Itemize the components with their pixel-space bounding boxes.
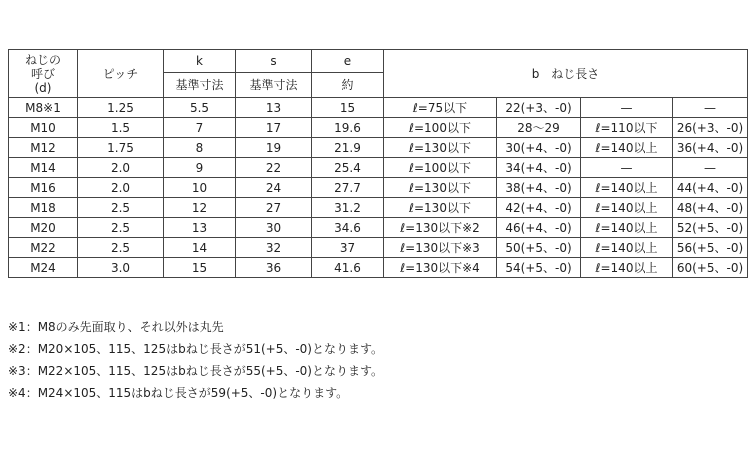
thread-size-header bbox=[9, 50, 78, 98]
b1-condition-cell: ℓ=130以下※3 bbox=[384, 238, 497, 258]
s-cell: 30 bbox=[236, 218, 312, 238]
b2-value-cell: 36(+4、-0) bbox=[673, 138, 748, 158]
b2-value-cell: 52(+5、-0) bbox=[673, 218, 748, 238]
k-header: k bbox=[164, 50, 236, 73]
thread-cell: M8※1 bbox=[9, 98, 78, 118]
b2-value-cell: — bbox=[673, 158, 748, 178]
pitch-cell: 2.0 bbox=[78, 158, 164, 178]
s-cell: 13 bbox=[236, 98, 312, 118]
k-cell: 7 bbox=[164, 118, 236, 138]
b2-condition-cell: ℓ=140以上 bbox=[581, 218, 673, 238]
b1-condition-cell: ℓ=130以下 bbox=[384, 198, 497, 218]
k-cell: 5.5 bbox=[164, 98, 236, 118]
b1-value-cell: 38(+4、-0) bbox=[497, 178, 581, 198]
table-row bbox=[9, 258, 748, 278]
b1-condition-cell: ℓ=130以下※2 bbox=[384, 218, 497, 238]
table-row bbox=[9, 178, 748, 198]
b2-condition-cell: ℓ=140以上 bbox=[581, 238, 673, 258]
k-std-dim-header: 基準寸法 bbox=[164, 73, 236, 98]
pitch-cell: 2.5 bbox=[78, 218, 164, 238]
e-cell: 27.7 bbox=[312, 178, 384, 198]
e-cell: 31.2 bbox=[312, 198, 384, 218]
table-row bbox=[9, 98, 748, 118]
thread-cell: M18 bbox=[9, 198, 78, 218]
footnote-1: ※1：M8のみ先面取り、それ以外は丸先 bbox=[8, 320, 224, 334]
b1-value-cell: 30(+4、-0) bbox=[497, 138, 581, 158]
k-cell: 10 bbox=[164, 178, 236, 198]
k-cell: 8 bbox=[164, 138, 236, 158]
s-cell: 17 bbox=[236, 118, 312, 138]
s-cell: 36 bbox=[236, 258, 312, 278]
b2-value-cell: 56(+5、-0) bbox=[673, 238, 748, 258]
pitch-cell: 2.0 bbox=[78, 178, 164, 198]
footnote-2: ※2：M20×105、115、125はbねじ長さが51(+5、-0)となります。 bbox=[8, 342, 384, 356]
b2-condition-cell: ℓ=140以上 bbox=[581, 198, 673, 218]
b1-value-cell: 34(+4、-0) bbox=[497, 158, 581, 178]
footnote-4: ※4：M24×105、115はbねじ長さが59(+5、-0)となります。 bbox=[8, 386, 349, 400]
thread-cell: M10 bbox=[9, 118, 78, 138]
e-cell: 15 bbox=[312, 98, 384, 118]
e-cell: 21.9 bbox=[312, 138, 384, 158]
e-header: e bbox=[312, 50, 384, 73]
b2-condition-cell: ℓ=140以上 bbox=[581, 178, 673, 198]
b2-condition-cell: ℓ=110以下 bbox=[581, 118, 673, 138]
table-row bbox=[9, 238, 748, 258]
k-cell: 14 bbox=[164, 238, 236, 258]
b1-value-cell: 28～29 bbox=[497, 118, 581, 138]
b2-condition-cell: — bbox=[581, 158, 673, 178]
b1-value-cell: 42(+4、-0) bbox=[497, 198, 581, 218]
b2-value-cell: — bbox=[673, 98, 748, 118]
b1-condition-cell: ℓ=130以下※4 bbox=[384, 258, 497, 278]
b1-condition-cell: ℓ=100以下 bbox=[384, 118, 497, 138]
thread-cell: M22 bbox=[9, 238, 78, 258]
e-cell: 34.6 bbox=[312, 218, 384, 238]
thread-cell: M24 bbox=[9, 258, 78, 278]
footnotes bbox=[8, 316, 738, 404]
thread-cell: M14 bbox=[9, 158, 78, 178]
thread-header-line-2: 呼び bbox=[30, 66, 55, 81]
b-thread-length-header: b ねじ長さ bbox=[384, 50, 748, 98]
b1-value-cell: 46(+4、-0) bbox=[497, 218, 581, 238]
k-cell: 13 bbox=[164, 218, 236, 238]
pitch-header: ピッチ bbox=[78, 50, 164, 98]
s-std-dim-header: 基準寸法 bbox=[236, 73, 312, 98]
pitch-cell: 1.5 bbox=[78, 118, 164, 138]
s-cell: 19 bbox=[236, 138, 312, 158]
s-cell: 24 bbox=[236, 178, 312, 198]
s-cell: 22 bbox=[236, 158, 312, 178]
pitch-cell: 3.0 bbox=[78, 258, 164, 278]
pitch-cell: 1.75 bbox=[78, 138, 164, 158]
b2-value-cell: 44(+4、-0) bbox=[673, 178, 748, 198]
e-cell: 19.6 bbox=[312, 118, 384, 138]
thread-header-line-3: (d) bbox=[34, 80, 52, 95]
table-row bbox=[9, 138, 748, 158]
e-cell: 41.6 bbox=[312, 258, 384, 278]
table-row bbox=[9, 118, 748, 138]
b1-condition-cell: ℓ=75以下 bbox=[384, 98, 497, 118]
k-cell: 9 bbox=[164, 158, 236, 178]
s-cell: 32 bbox=[236, 238, 312, 258]
thread-header-line-1: ねじの bbox=[24, 52, 61, 67]
b2-condition-cell: — bbox=[581, 98, 673, 118]
b2-condition-cell: ℓ=140以上 bbox=[581, 258, 673, 278]
e-approx-header: 約 bbox=[312, 73, 384, 98]
header-row-1 bbox=[9, 50, 748, 73]
b2-value-cell: 60(+5、-0) bbox=[673, 258, 748, 278]
b2-value-cell: 26(+3、-0) bbox=[673, 118, 748, 138]
b1-condition-cell: ℓ=100以下 bbox=[384, 158, 497, 178]
k-cell: 12 bbox=[164, 198, 236, 218]
e-cell: 25.4 bbox=[312, 158, 384, 178]
pitch-cell: 2.5 bbox=[78, 238, 164, 258]
b1-value-cell: 22(+3、-0) bbox=[497, 98, 581, 118]
b1-value-cell: 50(+5、-0) bbox=[497, 238, 581, 258]
s-cell: 27 bbox=[236, 198, 312, 218]
b2-value-cell: 48(+4、-0) bbox=[673, 198, 748, 218]
b2-condition-cell: ℓ=140以上 bbox=[581, 138, 673, 158]
thread-cell: M16 bbox=[9, 178, 78, 198]
e-cell: 37 bbox=[312, 238, 384, 258]
b1-value-cell: 54(+5、-0) bbox=[497, 258, 581, 278]
table-row bbox=[9, 198, 748, 218]
footnote-3: ※3：M22×105、115、125はbねじ長さが55(+5、-0)となります。 bbox=[8, 364, 384, 378]
k-cell: 15 bbox=[164, 258, 236, 278]
thread-cell: M20 bbox=[9, 218, 78, 238]
pitch-cell: 1.25 bbox=[78, 98, 164, 118]
b1-condition-cell: ℓ=130以下 bbox=[384, 178, 497, 198]
table-row bbox=[9, 218, 748, 238]
thread-cell: M12 bbox=[9, 138, 78, 158]
bolt-spec-table bbox=[8, 49, 748, 278]
b1-condition-cell: ℓ=130以下 bbox=[384, 138, 497, 158]
pitch-cell: 2.5 bbox=[78, 198, 164, 218]
table-row bbox=[9, 158, 748, 178]
s-header: s bbox=[236, 50, 312, 73]
